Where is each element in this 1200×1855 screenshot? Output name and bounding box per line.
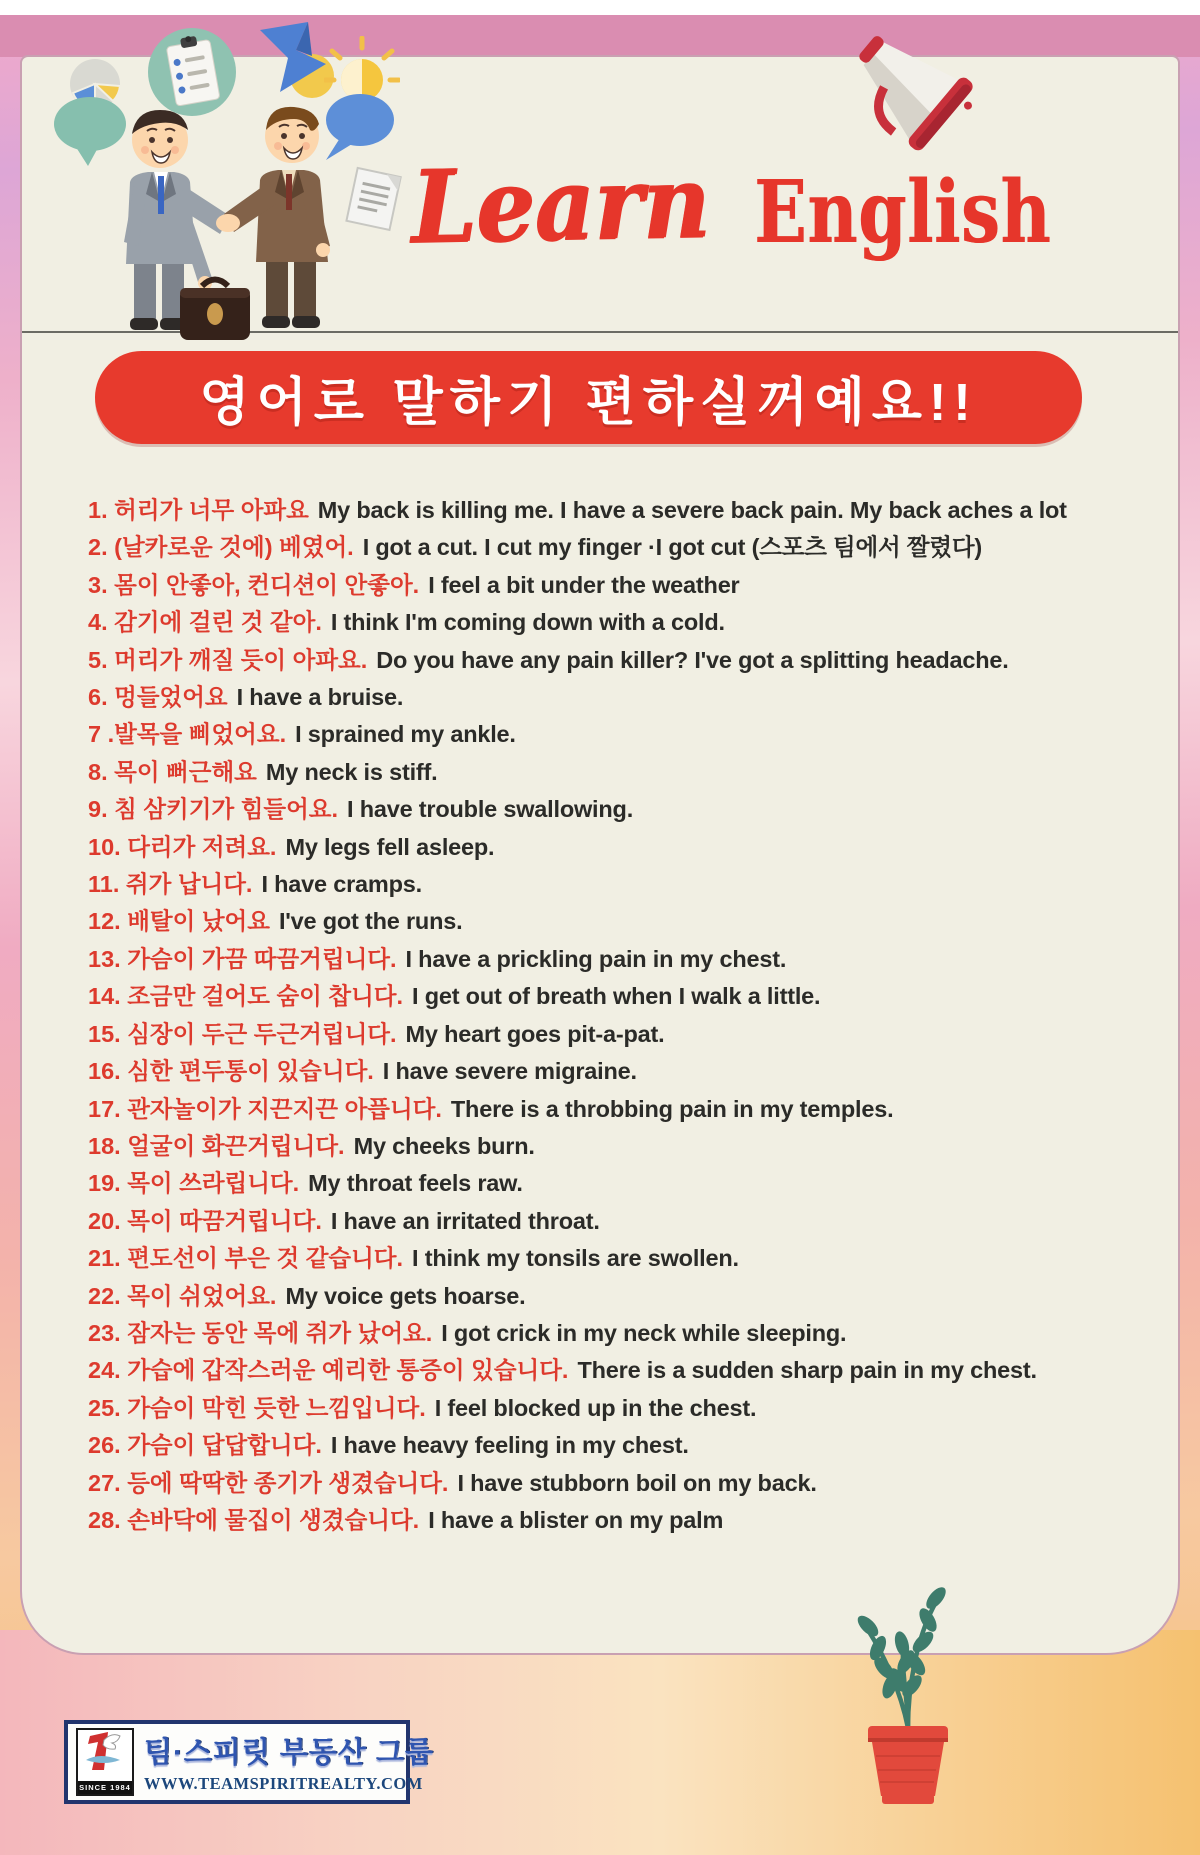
phrase-english: I get out of breath when I walk a little. <box>412 983 821 1010</box>
phrase-english: My throat feels raw. <box>308 1170 523 1197</box>
title-english: English <box>754 162 1052 263</box>
phrase-korean: 20. 목이 따끔거립니다. <box>88 1207 322 1234</box>
phrase-english: I have heavy feeling in my chest. <box>330 1432 689 1459</box>
phrase-row <box>88 978 1174 1015</box>
phrase-row <box>88 567 1174 604</box>
page-title <box>410 142 1126 266</box>
banner-text: 영어로 말하기 편하실꺼예요!! <box>199 374 978 432</box>
speech-bubble-right-icon <box>326 94 394 160</box>
phrase-korean: 2. (날카로운 것에) 베였어. <box>88 534 354 561</box>
phrase-row <box>88 903 1174 940</box>
logo-texts <box>144 1730 434 1794</box>
phrase-korean: 18. 얼굴이 화끈거립니다. <box>88 1132 345 1159</box>
phrase-korean: 23. 잠자는 동안 목에 쥐가 났어요. <box>88 1319 433 1346</box>
phrase-english: I feel blocked up in the chest. <box>434 1394 757 1421</box>
footer-logo <box>64 1720 434 1804</box>
phrase-row <box>88 1203 1174 1240</box>
phrase-korean: 11. 쥐가 납니다. <box>88 871 253 898</box>
phrase-row <box>88 1240 1174 1277</box>
website-url: WWW.TEAMSPIRITREALTY.COM <box>144 1774 423 1793</box>
phrase-korean: 15. 심장이 두근 두근거립니다. <box>88 1020 397 1047</box>
phrase-english: I have a prickling pain in my chest. <box>405 945 787 972</box>
phrase-row <box>88 754 1174 791</box>
phrase-english: My legs fell asleep. <box>285 833 495 860</box>
phrase-korean: 27. 등에 딱딱한 종기가 생겼습니다. <box>88 1469 449 1496</box>
phrase-english: My back is killing me. I have a severe back pain. My back aches a lot <box>317 497 1067 523</box>
phrase-row <box>88 1165 1174 1202</box>
dove-logo-icon <box>78 1730 128 1778</box>
briefcase-icon <box>180 280 250 341</box>
phrase-korean: 28. 손바닥에 물집이 생겼습니다. <box>88 1506 420 1533</box>
phrase-row <box>88 1502 1174 1539</box>
phrase-row <box>88 791 1174 828</box>
phrase-korean: 21. 편도선이 부은 것 같습니다. <box>88 1245 404 1272</box>
phrase-english: My heart goes pit-a-pat. <box>405 1020 665 1047</box>
phrase-korean: 9. 침 삼키기가 힘들어요. <box>88 796 339 823</box>
phrase-korean: 26. 가슴이 답답합니다. <box>88 1432 322 1459</box>
document-icon <box>346 168 400 230</box>
phrase-english: My neck is stiff. <box>265 758 438 785</box>
phrase-english: I have severe migraine. <box>382 1058 637 1085</box>
phrase-korean: 3. 몸이 안좋아, 컨디션이 안좋아. <box>88 571 420 598</box>
phrase-english: There is a sudden sharp pain in my chest. <box>577 1357 1037 1384</box>
phrase-korean: 22. 목이 쉬었어요. <box>88 1282 277 1309</box>
phrase-english: My voice gets hoarse. <box>285 1282 526 1309</box>
phrase-row <box>88 679 1174 716</box>
phrase-row <box>88 1465 1174 1502</box>
phrase-english: I got crick in my neck while sleeping. <box>441 1319 847 1346</box>
phrase-list <box>88 492 1174 1539</box>
phrase-english: I sprained my ankle. <box>295 721 516 748</box>
phrase-english: I have a blister on my palm <box>428 1506 724 1533</box>
phrase-korean: 7 .발목을 삐었어요. <box>88 721 287 748</box>
logo-emblem <box>76 1728 134 1796</box>
headline-banner <box>95 351 1082 444</box>
phrase-english: There is a throbbing pain in my temples. <box>450 1095 894 1122</box>
phrase-english: My cheeks burn. <box>353 1132 535 1159</box>
phrase-row <box>88 866 1174 903</box>
top-white-strip <box>0 0 1200 15</box>
phrase-row <box>88 642 1174 679</box>
since-label: SINCE 1984 <box>79 1783 131 1792</box>
phrase-english: I think I'm coming down with a cold. <box>330 609 725 636</box>
businessmen-illustration <box>52 82 417 350</box>
phrase-english: I have trouble swallowing. <box>347 796 634 823</box>
phrase-english: I have cramps. <box>261 871 422 898</box>
phrase-row <box>88 1390 1174 1427</box>
phrase-row <box>88 492 1174 529</box>
phrase-english: I've got the runs. <box>278 908 463 935</box>
phrase-row <box>88 604 1174 641</box>
phrase-korean: 17. 관자놀이가 지끈지끈 아픕니다. <box>88 1095 442 1122</box>
phrase-english: I have stubborn boil on my back. <box>457 1469 817 1496</box>
phrase-row <box>88 1427 1174 1464</box>
phrase-english: I think my tonsils are swollen. <box>412 1245 739 1272</box>
phrase-korean: 12. 배탈이 났어요 <box>88 908 270 935</box>
phrase-english: I feel a bit under the weather <box>428 571 740 598</box>
speech-bubble-left-icon <box>54 97 126 166</box>
phrase-korean: 5. 머리가 깨질 듯이 아파요. <box>88 646 368 673</box>
phrase-row <box>88 1352 1174 1389</box>
phrase-korean: 13. 가슴이 가끔 따끔거립니다. <box>88 945 397 972</box>
phrase-row <box>88 1091 1174 1128</box>
phrase-row <box>88 829 1174 866</box>
handshake-hands <box>216 214 240 232</box>
phrase-korean: 10. 다리가 저려요. <box>88 833 277 860</box>
phrase-english: Do you have any pain killer? I've got a splitting headache. <box>376 646 1009 673</box>
phrase-row <box>88 941 1174 978</box>
phrase-row <box>88 1315 1174 1352</box>
phrase-korean: 14. 조금만 걸어도 숨이 찹니다. <box>88 983 404 1010</box>
phrase-row <box>88 1053 1174 1090</box>
phrase-korean: 8. 목이 뻐근해요 <box>88 758 257 785</box>
phrase-korean: 24. 가습에 갑작스러운 예리한 통증이 있습니다. <box>88 1357 569 1384</box>
phrase-english: I got a cut. I cut my finger ·I got cut (스포츠 팀에서 짤렸다) <box>362 534 983 561</box>
phrase-english: I have a bruise. <box>236 684 404 711</box>
phrase-korean: 4. 감기에 걸린 것 같아. <box>88 609 322 636</box>
phrase-korean: 25. 가슴이 막힌 듯한 느낌입니다. <box>88 1394 426 1421</box>
title-learn: Learn <box>410 142 711 266</box>
phrase-row <box>88 529 1174 566</box>
phrase-row <box>88 1128 1174 1165</box>
company-name: 팀·스피릿 부동산 그룹 <box>144 1737 434 1769</box>
phrase-korean: 1. 허리가 너무 아파요 <box>88 497 309 523</box>
plant-pot-icon <box>838 1568 978 1818</box>
phrase-korean: 19. 목이 쓰라립니다. <box>88 1170 300 1197</box>
phrase-row <box>88 716 1174 753</box>
phrase-korean: 16. 심한 편두통이 있습니다. <box>88 1058 374 1085</box>
phrase-row <box>88 1016 1174 1053</box>
phrase-row <box>88 1278 1174 1315</box>
phrase-english: I have an irritated throat. <box>330 1207 600 1234</box>
phrase-korean: 6. 멍들었어요 <box>88 684 228 711</box>
